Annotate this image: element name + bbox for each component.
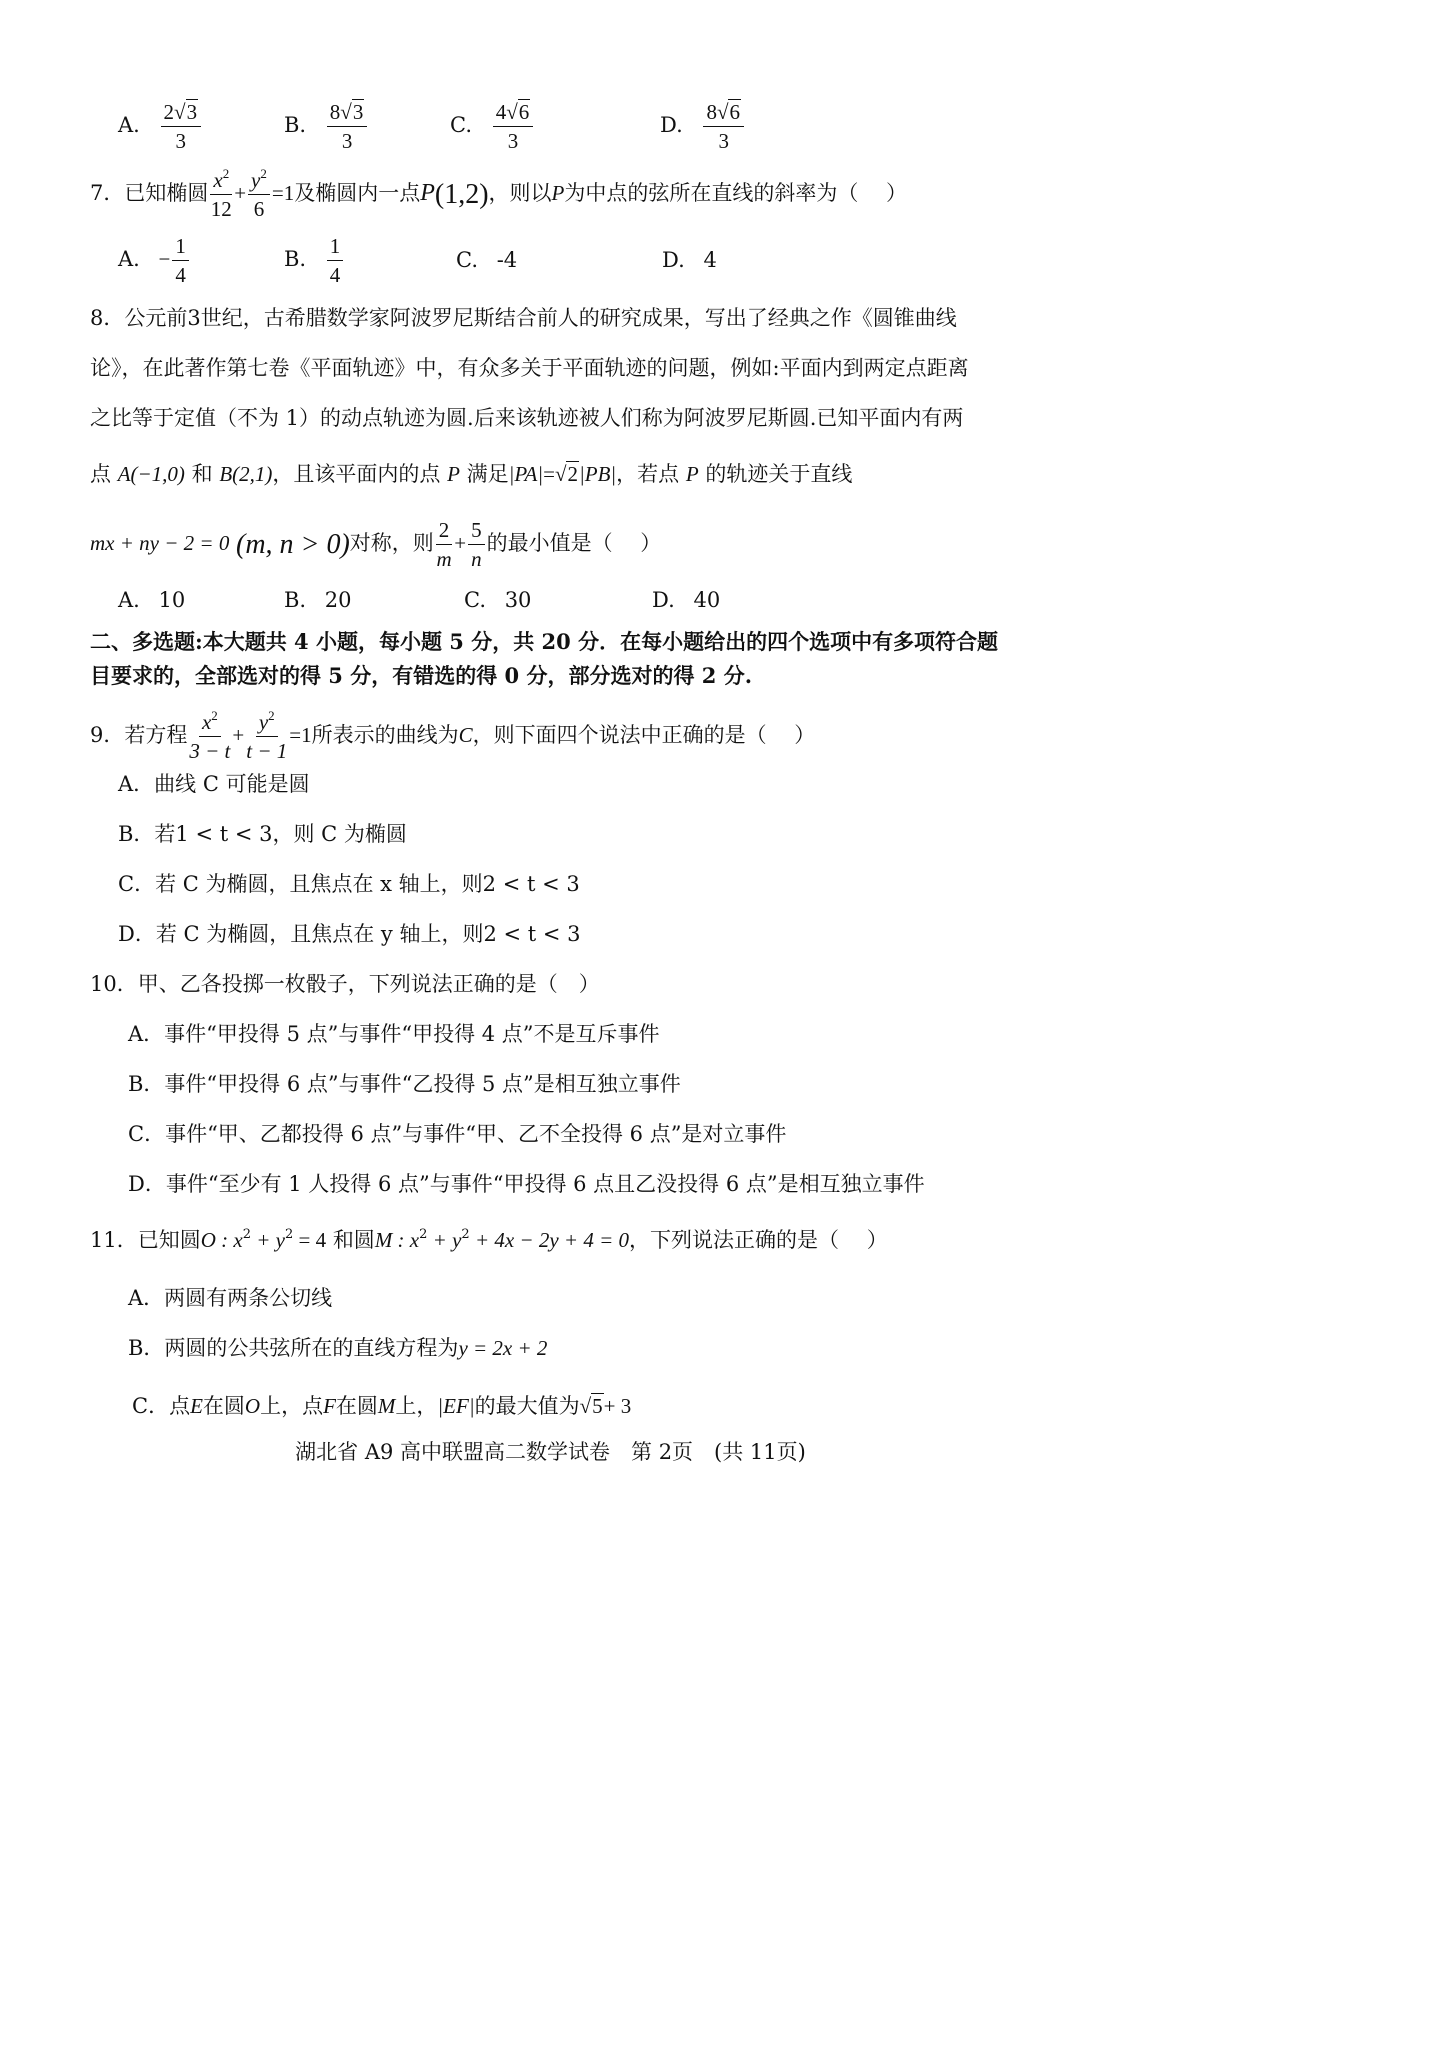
q7-option-a <box>118 234 191 287</box>
q8-line-4: 点 A(−1,0) 和 B(2,1)，且该平面内的点 P 满足|PA|=√2|PB|，若点 P 的轨迹关于直线 <box>90 462 853 486</box>
fraction: $\frac{8√3}{3}$ <box>327 100 368 153</box>
exponent: 2 <box>419 1227 428 1242</box>
text: 9．若方程 <box>90 723 188 747</box>
fraction <box>172 234 189 287</box>
q6-option-d <box>660 100 746 153</box>
var: y <box>258 710 269 734</box>
equals-one: =1 <box>289 723 312 747</box>
radicand: 5 <box>592 1394 603 1418</box>
fraction <box>327 234 344 287</box>
text: ，则下面四个说法中正确的是（ ） <box>472 723 816 747</box>
q11-option-c: C．点E在圆O上，点F在圆M上，|EF|的最大值为√5+ 3 <box>132 1394 632 1418</box>
point-f: F <box>323 1394 336 1418</box>
denominator: 6 <box>253 197 265 221</box>
q8-line-3: 之比等于定值（不为 1）的动点轨迹为圆.后来该轨迹被人们称为阿波罗尼斯圆.已知平面内有两 <box>90 406 964 430</box>
q11-stem <box>90 1226 888 1254</box>
text: 的最小值是（ ） <box>486 531 662 555</box>
denominator: 4 <box>175 263 186 287</box>
option-label: B. <box>284 113 307 137</box>
q8-option-c <box>464 588 531 612</box>
point-b: B(2,1) <box>219 462 273 486</box>
line-equation: y = 2x + 2 <box>458 1336 548 1360</box>
option-label: D. <box>652 588 675 612</box>
var: y <box>251 168 261 192</box>
q10-stem: 10．甲、乙各投掷一枚骰子，下列说法正确的是（ ） <box>90 972 600 996</box>
denominator: 3 <box>175 129 187 153</box>
q7-option-d <box>662 248 717 272</box>
option-label: A. <box>118 588 140 612</box>
q7-stem: 7．已知椭圆 $\frac{x^2}{12}$ + $\frac{y^2}{6}$ =1及椭圆内一点P(1,2)，则以P为中点的弦所在直线的斜率为（ ） <box>90 166 908 221</box>
fraction <box>468 518 485 571</box>
option-text: -4 <box>496 248 518 272</box>
q6-option-a <box>118 100 203 153</box>
text: 和 <box>191 462 213 486</box>
option-text: 30 <box>504 588 532 612</box>
q6-option-b <box>284 100 369 153</box>
q8-line-1: 8．公元前3世纪，古希腊数学家阿波罗尼斯结合前人的研究成果，写出了经典之作《圆锥曲线 <box>90 306 957 330</box>
denominator: 4 <box>329 263 341 287</box>
exponent: 2 <box>285 1227 294 1242</box>
line-equation: mx + ny − 2 = 0 <box>90 531 230 555</box>
minus-sign: − <box>158 247 171 271</box>
denominator: 3 − t <box>189 739 231 763</box>
fraction <box>210 168 232 221</box>
q6-option-c <box>450 100 535 153</box>
q9-option-a: A．曲线 C 可能是圆 <box>118 772 310 796</box>
q7-prefix: 7．已知椭圆 <box>90 181 209 205</box>
q9-option-d: D．若 C 为椭圆，且焦点在 y 轴上，则2 < t < 3 <box>118 922 581 946</box>
text: 11．已知圆 <box>90 1228 201 1252</box>
option-label: C. <box>456 248 478 272</box>
denominator: 3 <box>341 129 353 153</box>
numerator: 2 <box>163 100 175 124</box>
text: 对称，则 <box>349 531 434 555</box>
point-coords: (1,2) <box>434 179 489 210</box>
condition: (m, n > 0) <box>236 529 350 560</box>
circle-m-eq: + 4x − 2y + 4 = 0 <box>469 1228 630 1252</box>
option-label: B. <box>284 588 307 612</box>
text: ，则以 <box>488 181 552 205</box>
q11-option-b <box>128 1334 547 1362</box>
circle-o-eq: O : x <box>200 1228 243 1252</box>
text: 为中点的弦所在直线的斜率为（ ） <box>564 181 908 205</box>
denominator: 3 <box>718 129 729 153</box>
text: 在圆 <box>335 1394 378 1418</box>
q8-line-2: 论》，在此著作第七卷《平面轨迹》中，有众多关于平面轨迹的问题，例如:平面内到两定点距离 <box>90 356 969 380</box>
circle-o: O <box>244 1394 261 1418</box>
option-text: 20 <box>324 588 352 612</box>
q7-option-c <box>456 248 517 272</box>
circle-m: M <box>377 1394 396 1418</box>
radicand: 3 <box>352 100 364 124</box>
var: x <box>201 710 212 734</box>
exponent: 2 <box>268 708 275 723</box>
denominator: 3 <box>507 129 519 153</box>
numerator: 8 <box>329 100 341 124</box>
q8-line-5: mx + ny − 2 = 0 (m, n > 0)对称，则 $\frac{2}{m}$ + $\frac{5}{n}$ 的最小值是（ ） <box>90 518 662 571</box>
q9-option-b: B．若1 < t < 3，则 C 为椭圆 <box>118 822 407 846</box>
text: ，下列说法正确的是（ ） <box>629 1228 888 1252</box>
var: x <box>213 168 223 192</box>
fraction <box>248 168 270 221</box>
option-label: B. <box>284 247 307 271</box>
text: C．点 <box>132 1394 191 1418</box>
exponent: 2 <box>260 166 267 181</box>
point-a: A(−1,0) <box>117 462 185 486</box>
option-label: D. <box>662 248 685 272</box>
option-label: C. <box>450 113 472 137</box>
fraction <box>246 710 287 763</box>
q9-option-c: C．若 C 为椭圆，且焦点在 x 轴上，则2 < t < 3 <box>118 872 580 896</box>
fraction: $\frac{8√6}{3}$ <box>703 100 744 153</box>
exponent: 2 <box>242 1227 251 1242</box>
equals-one: =1 <box>271 181 295 205</box>
option-text: 10 <box>158 588 186 612</box>
point-p: P <box>447 462 460 486</box>
text: B．两圆的公共弦所在的直线方程为 <box>128 1336 459 1360</box>
text: ，且该平面内的点 <box>272 462 441 486</box>
fraction <box>189 710 230 763</box>
text: 及椭圆内一点 <box>294 181 421 205</box>
circle-m-eq: M : x <box>374 1228 420 1252</box>
denominator: 12 <box>210 197 232 221</box>
option-label: A. <box>118 247 140 271</box>
option-text: 40 <box>693 588 721 612</box>
text: 的轨迹关于直线 <box>705 462 853 486</box>
point-p: P <box>685 462 699 486</box>
circle-m-eq: + y <box>427 1228 462 1252</box>
q10-option-d: D．事件“至少有 1 人投得 6 点”与事件“甲投得 6 点且乙没投得 6 点”是相互独立事件 <box>128 1172 925 1196</box>
text: 和圆 <box>332 1228 375 1252</box>
text: ，若点 <box>616 462 680 486</box>
denominator: m <box>436 547 452 571</box>
numerator: 4 <box>495 100 507 124</box>
text: 点 <box>90 462 111 486</box>
point-p: P <box>551 181 565 205</box>
denominator: n <box>471 547 482 571</box>
q8-option-b <box>284 588 352 612</box>
abs-ef: |EF| <box>437 1394 475 1418</box>
q11-option-a: A．两圆有两条公切线 <box>128 1286 333 1310</box>
radicand: 6 <box>729 100 740 124</box>
q9-stem: 9．若方程 $\frac{x^2}{3 - t}$ + $\frac{y^2}{t - 1}$ =1所表示的曲线为C，则下面四个说法中正确的是（ ） <box>90 708 816 763</box>
text: + 3 <box>603 1394 632 1418</box>
exponent: 2 <box>222 166 230 181</box>
page-footer: 湖北省 A9 高中联盟高二数学试卷 第 2页 (共 11页) <box>295 1440 806 1464</box>
q8-option-a <box>118 588 185 612</box>
fraction <box>436 518 453 571</box>
q10-option-b: B．事件“甲投得 6 点”与事件“乙投得 5 点”是相互独立事件 <box>128 1072 681 1096</box>
fraction: $\frac{4√6}{3}$ <box>493 100 534 153</box>
q10-option-a: A．事件“甲投得 5 点”与事件“甲投得 4 点”不是互斥事件 <box>128 1022 660 1046</box>
radicand: 3 <box>186 100 198 124</box>
denominator: t − 1 <box>246 739 288 763</box>
option-label: C. <box>464 588 486 612</box>
q7-option-b <box>284 234 345 287</box>
numerator: 1 <box>327 234 344 261</box>
section-2-heading-line-2: 目要求的，全部选对的得 5 分，有错选的得 0 分，部分选对的得 2 分. <box>90 663 753 688</box>
option-label: A. <box>118 113 140 137</box>
text: 的最大值为 <box>474 1394 580 1418</box>
q10-option-c: C．事件“甲、乙都投得 6 点”与事件“甲、乙不全投得 6 点”是对立事件 <box>128 1122 787 1146</box>
fraction: $\frac{2√3}{3}$ <box>161 100 202 153</box>
text: 所表示的曲线为 <box>311 723 459 747</box>
section-2-heading-line-1: 二、多选题:本大题共 4 小题，每小题 5 分，共 20 分．在每小题给出的四个选项中有多项符合题 <box>90 629 999 654</box>
numerator: 8 <box>706 100 717 124</box>
text: 在圆 <box>202 1394 245 1418</box>
equals: = <box>543 462 555 486</box>
circle-o-eq: = 4 <box>293 1228 327 1252</box>
q8-option-d <box>652 588 720 612</box>
option-label: D. <box>660 113 683 137</box>
text: 上， <box>395 1394 438 1418</box>
text: 上，点 <box>260 1394 324 1418</box>
option-text: 4 <box>703 248 717 272</box>
exponent: 2 <box>211 708 218 723</box>
radicand: 2 <box>567 462 578 486</box>
curve-c: C <box>458 723 473 747</box>
numerator: 2 <box>436 518 453 545</box>
radicand: 6 <box>518 100 530 124</box>
numerator: 1 <box>172 234 189 261</box>
abs-pa: |PA| <box>508 462 544 486</box>
abs-pb: |PB| <box>578 462 617 486</box>
circle-o-eq: + y <box>251 1228 285 1252</box>
exponent: 2 <box>461 1227 470 1242</box>
text: 满足 <box>466 462 509 486</box>
point-e: E <box>190 1394 203 1418</box>
point-p: P <box>420 180 435 206</box>
numerator: 5 <box>468 518 485 545</box>
